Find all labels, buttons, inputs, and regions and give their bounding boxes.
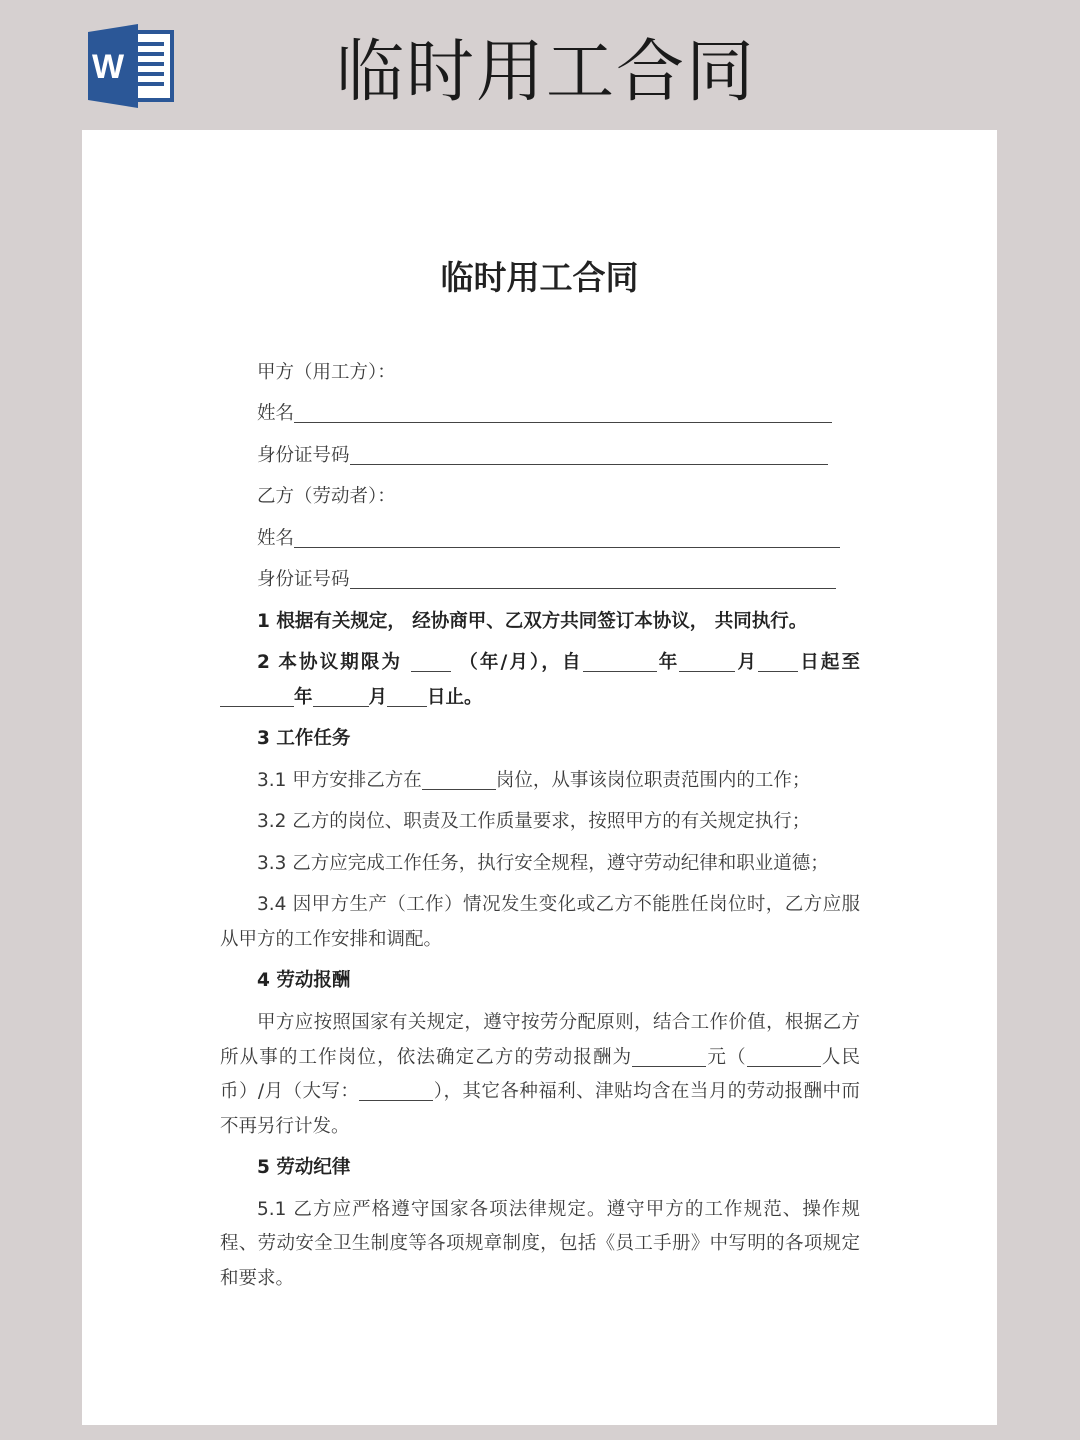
party-a-id-label: 身份证号码	[257, 444, 350, 466]
party-a-label: 甲方（用工方）：	[257, 362, 396, 383]
party-a-name-label: 姓名	[257, 403, 295, 425]
clause-5-1: 5.1 乙方应严格遵守国家各项法律规定。遵守甲方的工作规范、操作规程、劳动安全卫生制度等各项规章制度，包括《员工手册》中写明的各项规定和要求。	[220, 1198, 860, 1289]
clause-3-1-text-a: 3.1 甲方安排乙方在	[257, 769, 422, 791]
clause-3-2: 3.2 乙方的岗位、职责及工作质量要求，按照甲方的有关规定执行；	[257, 811, 811, 833]
clause-2	[220, 646, 860, 715]
clause-3-4: 3.4 因甲方生产（工作）情况发生变化或乙方不能胜任岗位时，乙方应服从甲方的工作安排和调配。	[220, 894, 860, 950]
clause-4	[220, 1006, 860, 1144]
clause-4-text-a: 甲方应按照国家有关规定，遵守按劳分配原则，结合工作价值，根据乙方所从事的工作岗位，依法确定乙方的劳动报酬为	[220, 1011, 860, 1068]
clause-4-text-d: ），其它各种福利、津贴均含在当月的劳动报酬中而不再另行计发。	[220, 1081, 860, 1137]
party-a-id-blank[interactable]	[350, 442, 828, 465]
banner-title: 临时用工合同	[335, 33, 756, 112]
term-length-blank[interactable]	[411, 649, 451, 672]
banner-header	[0, 0, 1080, 130]
start-year-blank[interactable]	[583, 649, 657, 672]
end-day-blank[interactable]	[387, 684, 427, 707]
party-a-name-line	[220, 397, 860, 432]
party-b-name-blank[interactable]	[294, 525, 840, 548]
clause-2-text-c: 年	[656, 652, 680, 674]
clause-3-1	[220, 764, 860, 799]
party-b-id-label: 身份证号码	[257, 569, 350, 591]
wage-amount-blank[interactable]	[632, 1044, 706, 1067]
end-month-blank[interactable]	[313, 684, 369, 707]
clause-4-text-c: 人民币）/月（大写：	[220, 1046, 860, 1103]
clause-2-text-a: 2 本协议期限为	[257, 652, 411, 674]
clause-2-text-f: 年	[294, 686, 313, 708]
party-b-label: 乙方（劳动者）：	[257, 486, 396, 508]
clause-5-heading: 5 劳动纪律	[257, 1157, 351, 1179]
start-month-blank[interactable]	[679, 649, 735, 672]
document-page	[82, 130, 997, 1425]
position-blank[interactable]	[422, 767, 496, 790]
clause-3-1-text-b: 岗位，从事该岗位职责范围内的工作；	[495, 769, 811, 791]
clause-1: 1 根据有关规定， 经协商甲、乙双方共同签订本协议， 共同执行。	[257, 610, 808, 632]
party-b-name-label: 姓名	[257, 527, 295, 549]
start-day-blank[interactable]	[758, 649, 798, 672]
party-a-name-blank[interactable]	[294, 400, 832, 423]
party-b-id-blank[interactable]	[350, 566, 836, 589]
clause-3-heading: 3 工作任务	[257, 728, 351, 750]
word-icon-letter: W	[91, 48, 125, 86]
party-b-name-line	[220, 522, 860, 557]
clause-4-text-b: 元（	[706, 1046, 747, 1068]
wage-rmb-blank[interactable]	[747, 1044, 821, 1067]
clause-2-text-b: （年/月），自	[450, 652, 583, 674]
document-title: 临时用工合同	[440, 258, 639, 297]
party-a-id-line	[220, 439, 860, 474]
clause-3-3: 3.3 乙方应完成工作任务，执行安全规程，遵守劳动纪律和职业道德；	[257, 852, 829, 874]
clause-4-heading: 4 劳动报酬	[257, 970, 351, 992]
party-b-id-line	[220, 563, 860, 598]
end-year-blank[interactable]	[220, 684, 294, 707]
clause-2-text-d: 月	[735, 652, 759, 674]
clause-2-text-h: 日止。	[427, 686, 483, 708]
clause-2-text-e: 日起至	[798, 652, 860, 674]
clause-2-text-g: 月	[368, 686, 388, 708]
document-body	[220, 356, 860, 1303]
wage-uppercase-blank[interactable]	[359, 1078, 433, 1101]
